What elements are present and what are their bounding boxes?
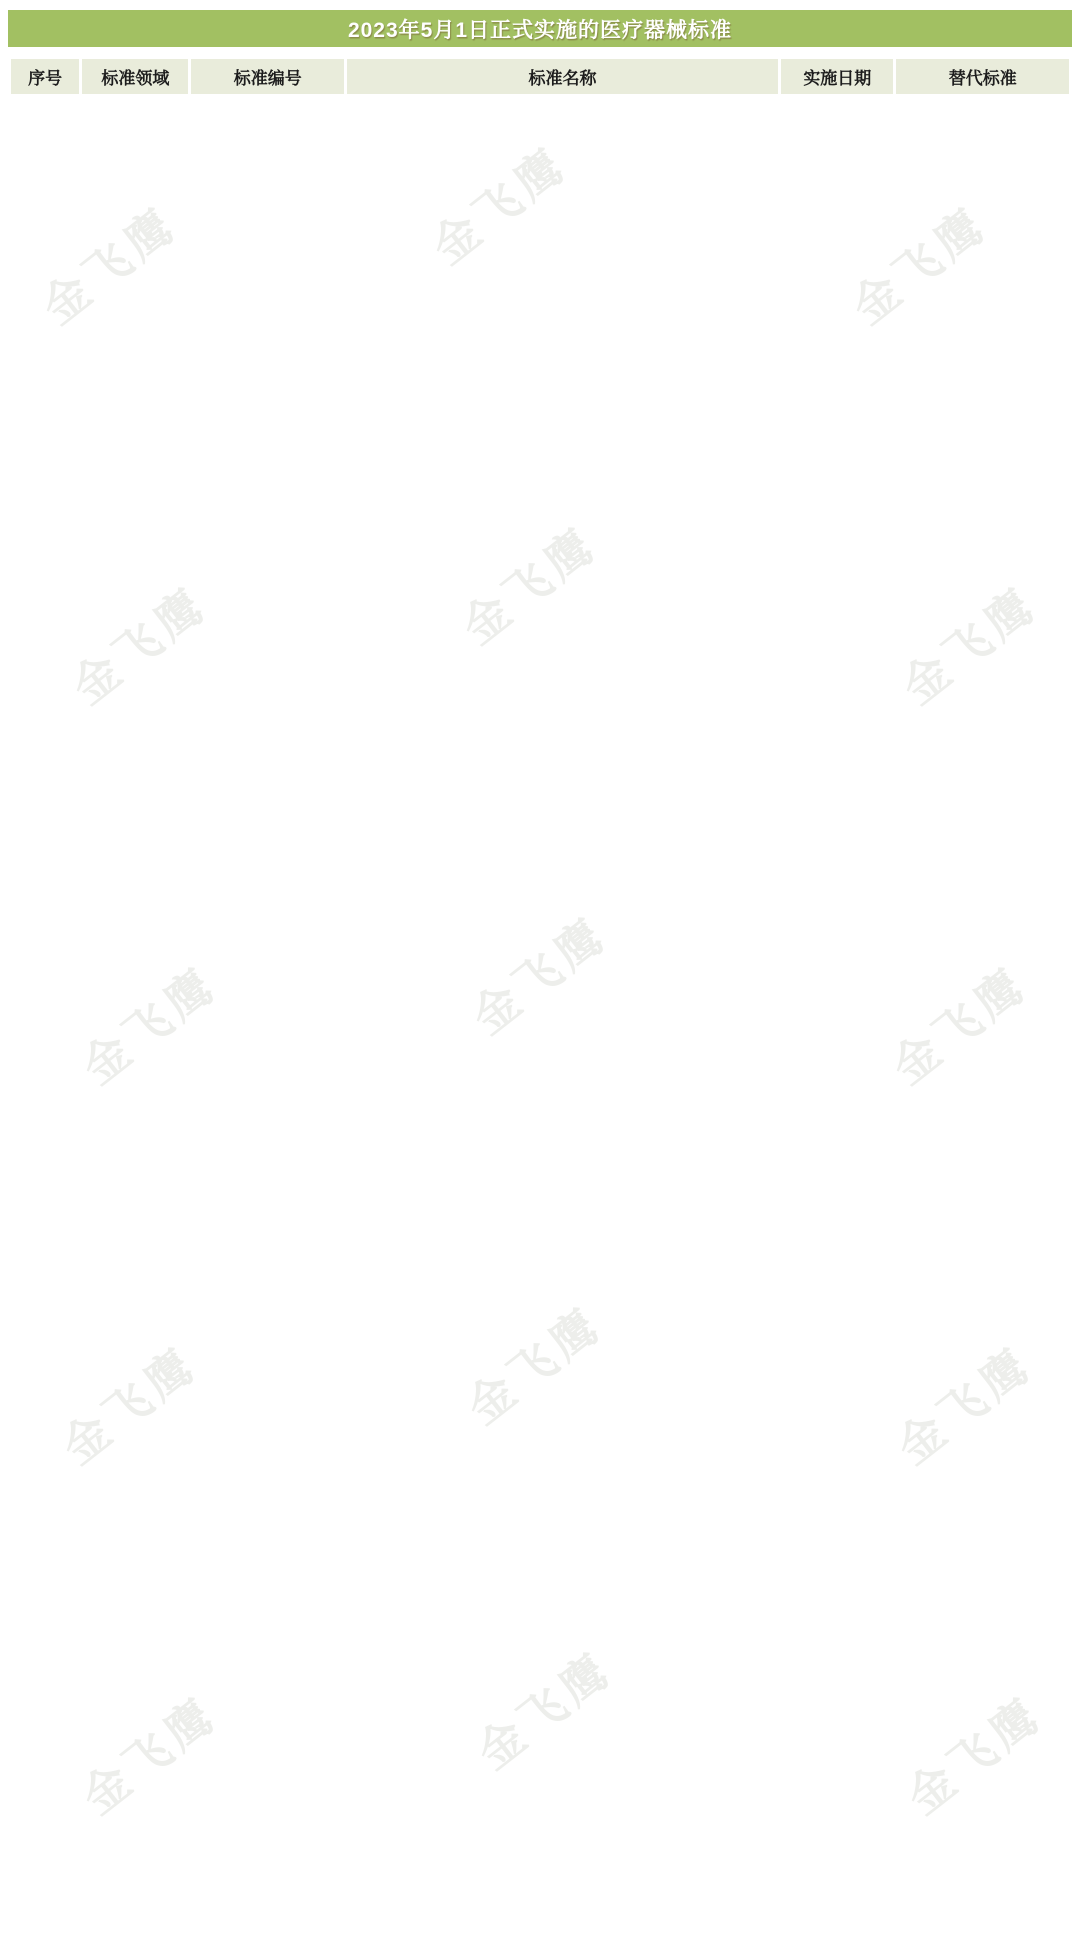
diagonal-watermark-text: 金飞鹰	[422, 136, 578, 274]
header-cell-field: 标准领域	[82, 59, 188, 94]
header-cell-no: 序号	[11, 59, 79, 94]
diagonal-watermark-text: 金飞鹰	[467, 1641, 623, 1779]
page-title: 2023年5月1日正式实施的医疗器械标准	[8, 10, 1072, 47]
diagonal-watermark-text: 金飞鹰	[452, 516, 608, 654]
corner-watermark: eatskc,com	[838, 1893, 968, 1918]
header-cell-code: 标准编号	[191, 59, 343, 94]
header-cell-date: 实施日期	[781, 59, 893, 94]
diagonal-watermark-text: 金飞鹰	[72, 956, 228, 1094]
standards-table	[8, 56, 1072, 97]
header-cell-replaces: 替代标准	[896, 59, 1069, 94]
diagonal-watermark-text: 金飞鹰	[32, 196, 188, 334]
diagonal-watermark-text: 金飞鹰	[52, 1336, 208, 1474]
diagonal-watermark-text: 金飞鹰	[842, 196, 998, 334]
diagonal-watermark-text: 金飞鹰	[62, 576, 218, 714]
diagonal-watermark-text: 金飞鹰	[882, 956, 1038, 1094]
diagonal-watermark-text: 金飞鹰	[887, 1336, 1043, 1474]
header-cell-name: 标准名称	[347, 59, 778, 94]
diagonal-watermark-text: 金飞鹰	[72, 1686, 228, 1824]
diagonal-watermark-text: 金飞鹰	[897, 1686, 1053, 1824]
diagonal-watermark-text: 金飞鹰	[462, 906, 618, 1044]
diagonal-watermark-text: 金飞鹰	[457, 1296, 613, 1434]
header-row	[11, 59, 1069, 94]
diagonal-watermark-text: 金飞鹰	[892, 576, 1048, 714]
